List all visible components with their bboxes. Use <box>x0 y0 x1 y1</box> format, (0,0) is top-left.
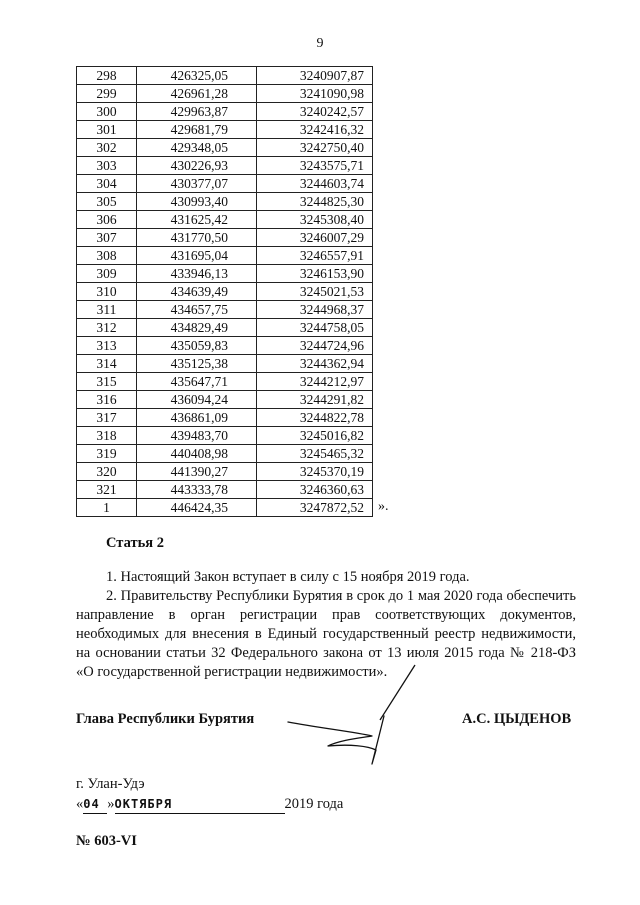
y-coordinate-cell: 3246153,90 <box>257 265 373 283</box>
article-title: Статья 2 <box>106 535 164 551</box>
y-coordinate-cell: 3244603,74 <box>257 175 373 193</box>
y-coordinate-cell: 3241090,98 <box>257 85 373 103</box>
table-row <box>77 337 373 355</box>
point-number-cell: 311 <box>77 301 137 319</box>
x-coordinate-cell: 435059,83 <box>137 337 257 355</box>
x-coordinate-cell: 434657,75 <box>137 301 257 319</box>
table-row <box>77 247 373 265</box>
y-coordinate-cell: 3244362,94 <box>257 355 373 373</box>
y-coordinate-cell: 3240907,87 <box>257 67 373 85</box>
x-coordinate-cell: 430226,93 <box>137 157 257 175</box>
x-coordinate-cell: 436861,09 <box>137 409 257 427</box>
point-number-cell: 298 <box>77 67 137 85</box>
table-row <box>77 427 373 445</box>
table-row <box>77 121 373 139</box>
point-number-cell: 315 <box>77 373 137 391</box>
x-coordinate-cell: 434829,49 <box>137 319 257 337</box>
date-month: ОКТЯБРЯ <box>114 797 173 811</box>
date-open-quote: « <box>76 796 84 812</box>
x-coordinate-cell: 435647,71 <box>137 373 257 391</box>
x-coordinate-cell: 430377,07 <box>137 175 257 193</box>
signatory-name: А.С. ЦЫДЕНОВ <box>462 711 572 727</box>
date-line <box>76 796 343 814</box>
point-number-cell: 306 <box>77 211 137 229</box>
x-coordinate-cell: 443333,78 <box>137 481 257 499</box>
y-coordinate-cell: 3246557,91 <box>257 247 373 265</box>
table-row <box>77 103 373 121</box>
y-coordinate-cell: 3244212,97 <box>257 373 373 391</box>
table-row <box>77 481 373 499</box>
x-coordinate-cell: 441390,27 <box>137 463 257 481</box>
x-coordinate-cell: 431770,50 <box>137 229 257 247</box>
x-coordinate-cell: 435125,38 <box>137 355 257 373</box>
y-coordinate-cell: 3244758,05 <box>257 319 373 337</box>
y-coordinate-cell: 3247872,52 <box>257 499 373 517</box>
table-row <box>77 499 373 517</box>
point-number-cell: 308 <box>77 247 137 265</box>
y-coordinate-cell: 3245021,53 <box>257 283 373 301</box>
city: г. Улан-Удэ <box>76 776 145 792</box>
y-coordinate-cell: 3245308,40 <box>257 211 373 229</box>
x-coordinate-cell: 434639,49 <box>137 283 257 301</box>
point-number-cell: 318 <box>77 427 137 445</box>
point-number-cell: 310 <box>77 283 137 301</box>
table-row <box>77 265 373 283</box>
point-number-cell: 299 <box>77 85 137 103</box>
x-coordinate-cell: 431695,04 <box>137 247 257 265</box>
y-coordinate-cell: 3245016,82 <box>257 427 373 445</box>
table-row <box>77 67 373 85</box>
point-number-cell: 305 <box>77 193 137 211</box>
table-row <box>77 157 373 175</box>
table-row <box>77 301 373 319</box>
point-number-cell: 319 <box>77 445 137 463</box>
x-coordinate-cell: 431625,42 <box>137 211 257 229</box>
point-number-cell: 302 <box>77 139 137 157</box>
table-row <box>77 373 373 391</box>
table-row <box>77 211 373 229</box>
date-year: 2019 года <box>284 796 344 812</box>
table-row <box>77 283 373 301</box>
article-paragraph-2: 2. Правительству Республики Бурятия в срок до 1 мая 2020 года обеспечить направление в орган регистрации прав соответствующих документов, необходимых для внесения в Единый государственный реестр недвижимости, на основании статьи 32 Федерального закона от 13 июля 2015 года № 218-ФЗ «О государственной регистрации недвижимости». <box>76 588 576 680</box>
x-coordinate-cell: 426325,05 <box>137 67 257 85</box>
page-number: 9 <box>316 36 324 51</box>
point-number-cell: 1 <box>77 499 137 517</box>
coordinates-table <box>76 66 373 517</box>
table-row <box>77 229 373 247</box>
article-paragraph-1: 1. Настоящий Закон вступает в силу с 15 ноября 2019 года. <box>106 569 470 585</box>
signatory-title: Глава Республики Бурятия <box>76 711 255 727</box>
date-month-blank <box>115 796 285 814</box>
y-coordinate-cell: 3243575,71 <box>257 157 373 175</box>
point-number-cell: 317 <box>77 409 137 427</box>
y-coordinate-cell: 3242750,40 <box>257 139 373 157</box>
table-closing-quote: ». <box>378 499 389 514</box>
table-row <box>77 139 373 157</box>
point-number-cell: 300 <box>77 103 137 121</box>
table-row <box>77 445 373 463</box>
y-coordinate-cell: 3246360,63 <box>257 481 373 499</box>
table-row <box>77 193 373 211</box>
table-row <box>77 175 373 193</box>
x-coordinate-cell: 430993,40 <box>137 193 257 211</box>
point-number-cell: 314 <box>77 355 137 373</box>
y-coordinate-cell: 3244291,82 <box>257 391 373 409</box>
point-number-cell: 309 <box>77 265 137 283</box>
y-coordinate-cell: 3246007,29 <box>257 229 373 247</box>
point-number-cell: 307 <box>77 229 137 247</box>
point-number-cell: 304 <box>77 175 137 193</box>
y-coordinate-cell: 3245465,32 <box>257 445 373 463</box>
table-row <box>77 463 373 481</box>
date-close-quote: » <box>107 796 115 812</box>
y-coordinate-cell: 3244724,96 <box>257 337 373 355</box>
x-coordinate-cell: 440408,98 <box>137 445 257 463</box>
y-coordinate-cell: 3244968,37 <box>257 301 373 319</box>
x-coordinate-cell: 426961,28 <box>137 85 257 103</box>
y-coordinate-cell: 3242416,32 <box>257 121 373 139</box>
y-coordinate-cell: 3244822,78 <box>257 409 373 427</box>
x-coordinate-cell: 436094,24 <box>137 391 257 409</box>
point-number-cell: 320 <box>77 463 137 481</box>
table-row <box>77 409 373 427</box>
table-row <box>77 319 373 337</box>
point-number-cell: 321 <box>77 481 137 499</box>
x-coordinate-cell: 429348,05 <box>137 139 257 157</box>
point-number-cell: 312 <box>77 319 137 337</box>
table-row <box>77 355 373 373</box>
document-number: № 603-VI <box>76 833 137 849</box>
date-day-blank <box>83 796 107 814</box>
point-number-cell: 303 <box>77 157 137 175</box>
y-coordinate-cell: 3240242,57 <box>257 103 373 121</box>
y-coordinate-cell: 3245370,19 <box>257 463 373 481</box>
x-coordinate-cell: 439483,70 <box>137 427 257 445</box>
x-coordinate-cell: 446424,35 <box>137 499 257 517</box>
handwritten-signature <box>280 660 430 770</box>
point-number-cell: 301 <box>77 121 137 139</box>
table-row <box>77 85 373 103</box>
x-coordinate-cell: 429681,79 <box>137 121 257 139</box>
x-coordinate-cell: 429963,87 <box>137 103 257 121</box>
table-row <box>77 391 373 409</box>
y-coordinate-cell: 3244825,30 <box>257 193 373 211</box>
x-coordinate-cell: 433946,13 <box>137 265 257 283</box>
point-number-cell: 313 <box>77 337 137 355</box>
point-number-cell: 316 <box>77 391 137 409</box>
date-day: 04 <box>83 797 100 811</box>
